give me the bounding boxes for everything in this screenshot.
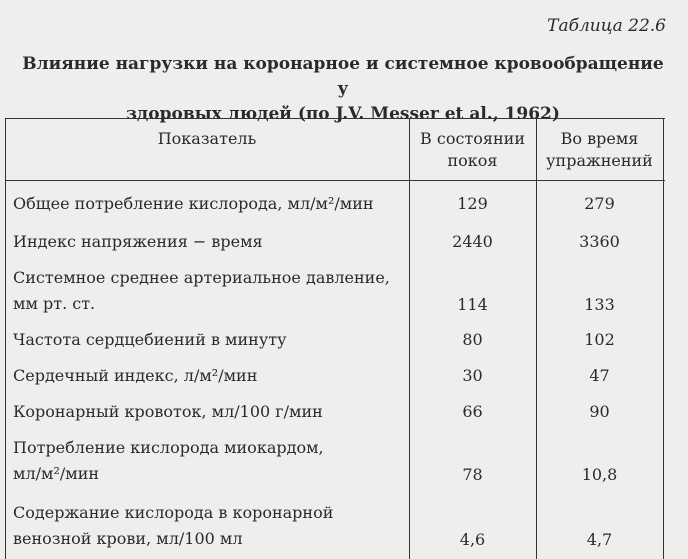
row-label-arterial-pressure-line-1: Системное среднее артериальное давление, [13, 268, 390, 287]
row-exercise-oxygen-consumption: 279 [584, 194, 615, 213]
table-top-border [5, 118, 665, 119]
table-title [20, 52, 666, 127]
header-indicator: Показатель [157, 129, 257, 148]
header-rest-line-1: В состоянии [420, 129, 525, 148]
table-title-line-1: Влияние нагрузки на коронарное и системное кровообращение у [22, 54, 664, 99]
row-rest-heart-rate: 80 [462, 330, 483, 349]
data-table [5, 118, 665, 559]
row-exercise-cardiac-index: 47 [589, 366, 610, 385]
table-right-border [663, 118, 664, 559]
row-label-coronary-flow: Коронарный кровоток, мл/100 г/мин [13, 402, 323, 421]
row-rest-myocardial-oxygen: 78 [462, 465, 483, 484]
table-title-line-2: здоровых людей (по J.V. Messer et al., 1962) [126, 104, 560, 124]
row-label-heart-rate: Частота сердцебиений в минуту [13, 330, 287, 349]
row-rest-oxygen-consumption: 129 [457, 194, 488, 213]
row-rest-arterial-pressure: 114 [457, 295, 488, 314]
row-exercise-coronary-flow: 90 [589, 402, 610, 421]
row-label-venous-oxygen-line-2: венозной крови, мл/100 мл [13, 529, 243, 548]
row-label-venous-oxygen-line-1: Содержание кислорода в коронарной [13, 503, 334, 522]
header-exercise-line-2: упражнений [546, 151, 653, 170]
row-label-oxygen-consumption: Общее потребление кислорода, мл/м²/мин [13, 194, 374, 213]
header-exercise [536, 128, 663, 172]
row-exercise-venous-oxygen: 4,7 [586, 530, 613, 549]
row-label-myocardial-oxygen-line-2: мл/м²/мин [13, 464, 100, 483]
header-bottom-border [5, 180, 665, 181]
row-exercise-heart-rate: 102 [584, 330, 615, 349]
row-label-myocardial-oxygen [13, 435, 409, 487]
row-label-arterial-pressure [13, 265, 409, 317]
row-label-cardiac-index: Сердечный индекс, л/м²/мин [13, 366, 258, 385]
header-exercise-line-1: Во время [560, 129, 639, 148]
row-rest-coronary-flow: 66 [462, 402, 483, 421]
table-left-border [5, 118, 6, 559]
row-exercise-myocardial-oxygen: 10,8 [581, 465, 618, 484]
header-rest [409, 128, 536, 172]
row-rest-tension-time-index: 2440 [452, 232, 493, 251]
row-label-venous-oxygen [13, 500, 409, 552]
row-label-myocardial-oxygen-line-1: Потребление кислорода миокардом, [13, 438, 324, 457]
table-number: Таблица 22.6 [547, 16, 666, 36]
row-rest-venous-oxygen: 4,6 [459, 530, 486, 549]
row-label-tension-time-index: Индекс напряжения − время [13, 232, 263, 251]
row-label-arterial-pressure-line-2: мм рт. ст. [13, 294, 96, 313]
row-rest-cardiac-index: 30 [462, 366, 483, 385]
row-exercise-tension-time-index: 3360 [579, 232, 620, 251]
row-exercise-arterial-pressure: 133 [584, 295, 615, 314]
header-rest-line-2: покоя [447, 151, 498, 170]
